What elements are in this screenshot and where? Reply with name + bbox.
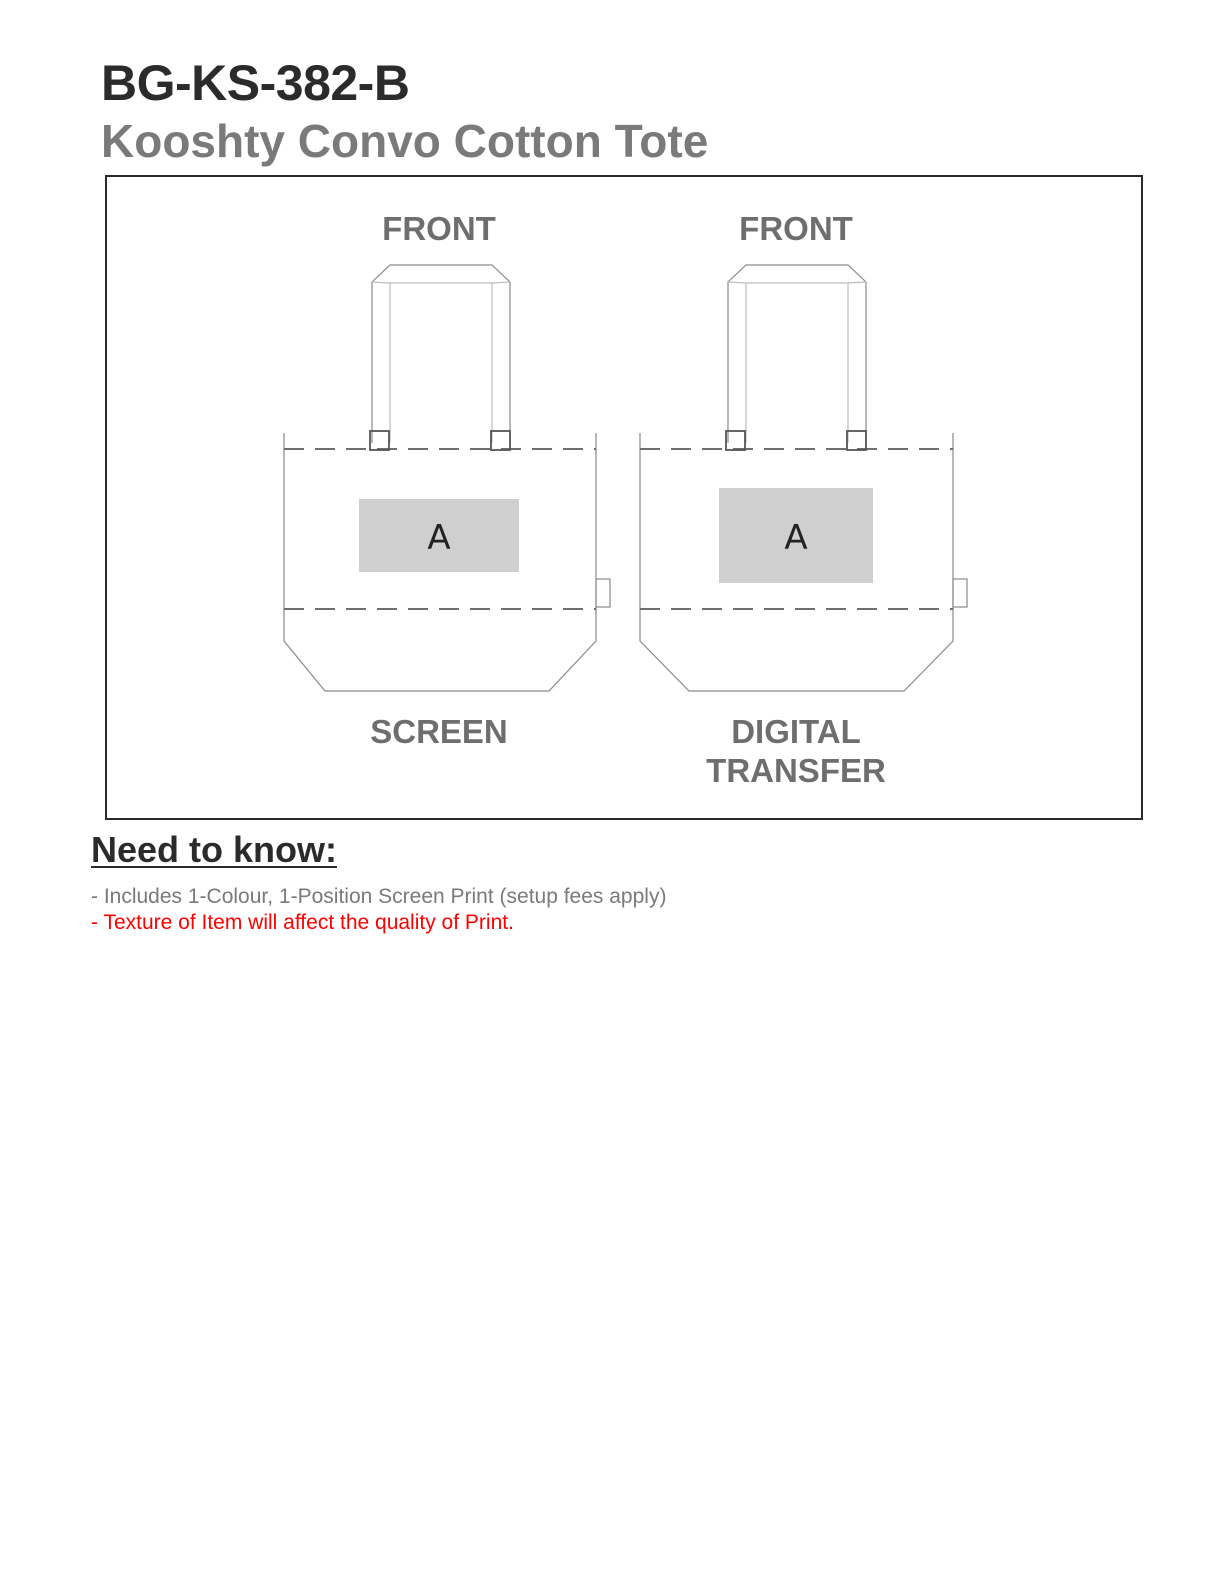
product-name: Kooshty Convo Cotton Tote — [101, 115, 709, 167]
print-area-label-digital-transfer: A — [784, 518, 808, 558]
method-label-transfer: TRANSFER — [706, 752, 886, 789]
view-label-front-screen: FRONT — [382, 210, 496, 247]
note-setup-fees: - Includes 1-Colour, 1-Position Screen Print (setup fees apply) — [91, 885, 667, 908]
decoration-template-drawing — [107, 177, 1141, 818]
tote-illustration-digital-transfer — [640, 265, 967, 691]
tote-illustration-screen — [284, 265, 610, 691]
method-label-screen: SCREEN — [370, 713, 508, 750]
need-to-know-heading: Need to know: — [91, 829, 338, 870]
product-sku: BG-KS-382-B — [101, 55, 410, 111]
view-label-front-digital-transfer: FRONT — [739, 210, 853, 247]
print-area-label-screen: A — [427, 518, 451, 558]
decoration-template-frame — [105, 175, 1143, 820]
note-texture-warning: - Texture of Item will affect the quality of Print. — [91, 911, 514, 934]
method-label-digital: DIGITAL — [731, 713, 861, 750]
